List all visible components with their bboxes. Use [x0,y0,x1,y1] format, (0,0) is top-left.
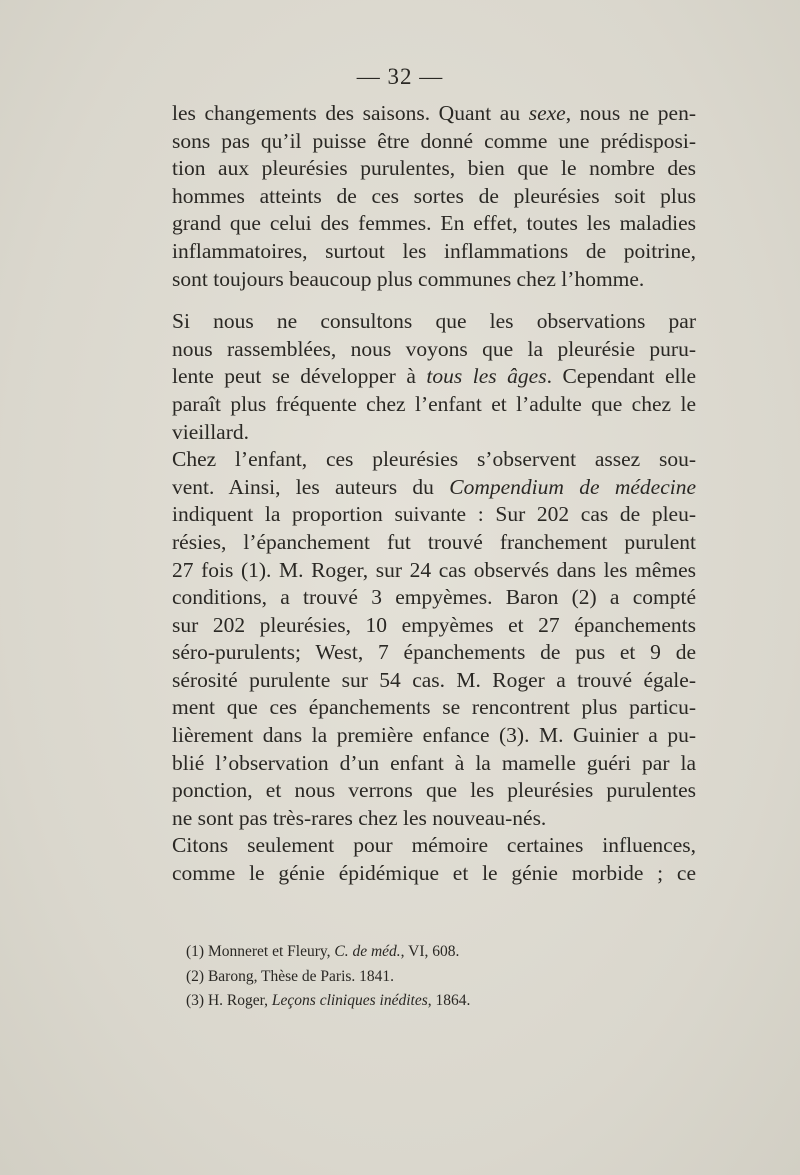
text-line: inflammatoires, surtout les inflammations de poitrine, [172,238,696,263]
text-line: ponction, et nous verrons que les pleurésies purulentes [172,778,696,803]
text-line: tion aux pleurésies purulentes, bien que le nombre des [172,156,696,181]
text-line: les changements des saisons. Quant au sexe, nous ne pen- [172,101,696,125]
text-line: comme le génie épidémique et le génie morbide ; ce [172,861,696,886]
italic-text: tous les âges [426,364,547,389]
footnote: (3) H. Roger, Leçons cliniques inédites, 1864. [186,992,471,1009]
text-line: paraît plus fréquente chez l’enfant et l’adulte que chez le [172,391,696,416]
text-line: grand que celui des femmes. En effet, toutes les maladies [172,211,696,236]
footnotes [186,940,686,1014]
text-line: lièrement dans la première enfance (3). M. Guinier a pu- [172,723,696,748]
text-line: Si nous ne consultons que les observations par [172,309,696,334]
footnote: (2) Barong, Thèse de Paris. 1841. [186,967,395,985]
footnote: (1) Monneret et Fleury, C. de méd., VI, 608. [186,943,460,960]
italic-text: sexe [528,101,566,125]
text-line: vent. Ainsi, les auteurs du Compendium de médecine [172,474,697,499]
text-line: ne sont pas très-rares chez les nouveau-nés. [172,805,547,830]
text-line: indiquent la proportion suivante : Sur 202 cas de pleu- [172,502,696,527]
text-line: conditions, a trouvé 3 empyèmes. Baron (2) a compté [172,585,696,610]
body-text [172,100,696,888]
text-line: séro-purulents; West, 7 épanchements de pus et 9 de [172,640,696,665]
text-line: sur 202 pleurésies, 10 empyèmes et 27 épanchements [172,612,696,637]
page-number: — 32 — [356,64,444,89]
paragraph-gap [172,293,696,308]
italic-text: C. de méd. [334,943,401,960]
text-line: hommes atteints de ces sortes de pleurésies soit plus [172,183,696,208]
text-line: sons pas qu’il puisse être donné comme une prédisposi- [172,128,696,153]
text-line: vieillard. [172,419,250,444]
text-line: lente peut se développer à tous les âges. Cependant elle [172,364,696,389]
italic-text: Leçons cliniques inédites [271,992,428,1009]
text-line: nous rassemblées, nous voyons que la pleurésie puru- [172,336,696,361]
text-line: sérosité purulente sur 54 cas. M. Roger a trouvé égale- [172,667,696,692]
text-line: blié l’observation d’un enfant à la mamelle guéri par la [172,750,696,775]
text-line: 27 fois (1). M. Roger, sur 24 cas observés dans les mêmes [172,557,696,582]
text-line: Citons seulement pour mémoire certaines influences, [172,833,696,858]
text-line: sont toujours beaucoup plus communes chez l’homme. [172,266,645,291]
text-line: résies, l’épanchement fut trouvé franchement purulent [172,529,696,554]
text-line: Chez l’enfant, ces pleurésies s’observent assez sou- [172,447,696,472]
text-line: ment que ces épanchements se rencontrent plus particu- [172,695,696,720]
italic-text: Compendium de médecine [449,474,697,499]
